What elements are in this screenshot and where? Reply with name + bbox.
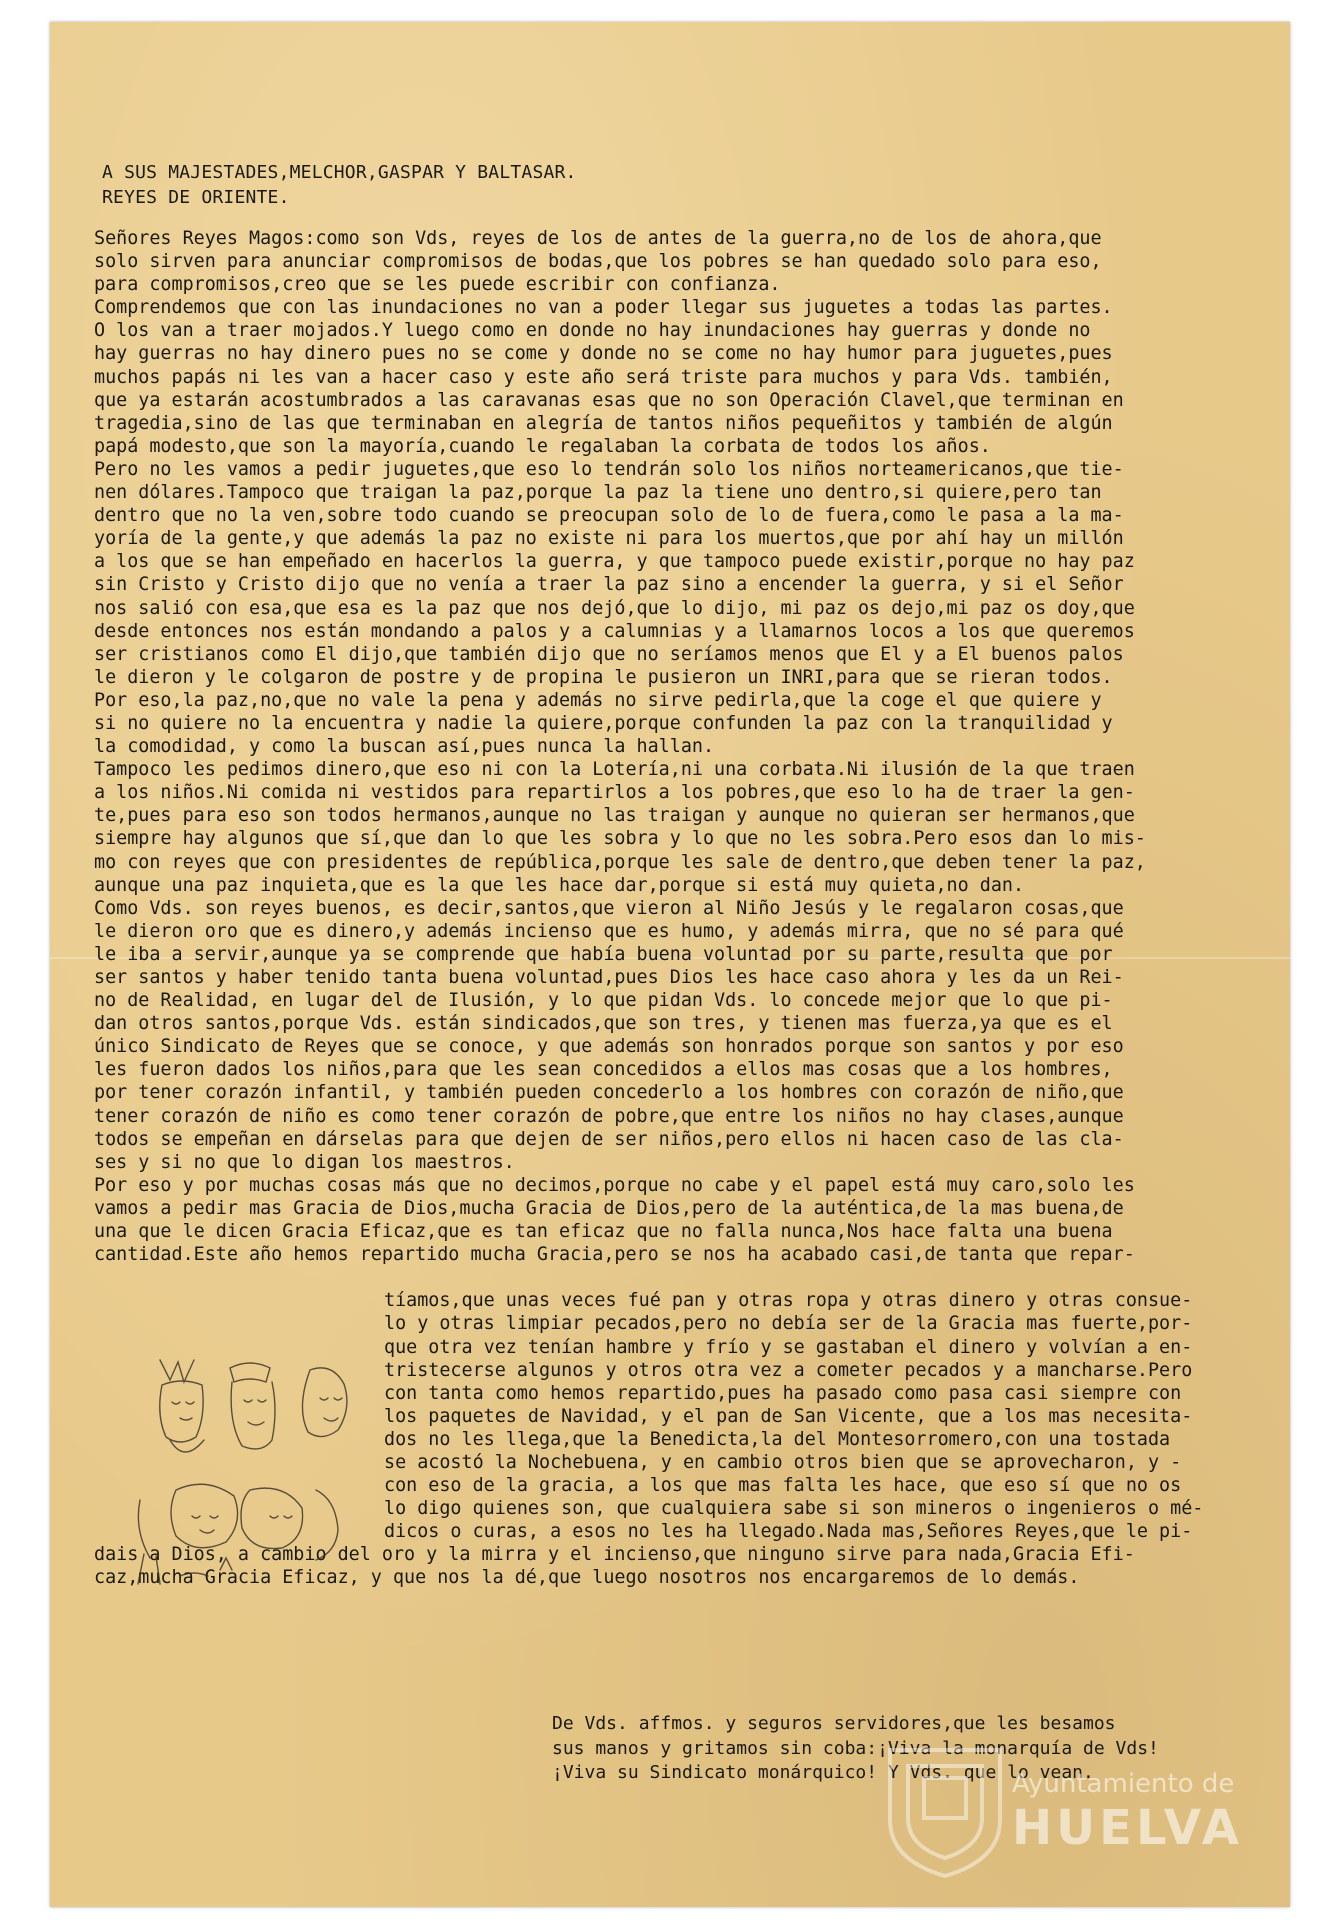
- body-line: Por eso y por muchas cosas más que no decimos,porque no cabe y el papel está muy caro,solo les: [94, 1174, 1135, 1196]
- indented-line: con eso de la gracia, a los que mas falta les hace, que eso sí que no os: [384, 1475, 1182, 1497]
- crest-logo: [890, 1750, 1000, 1876]
- indented-line: dos no les llega,que la Benedicta,la del Montesorromero,con una tostada: [384, 1428, 1171, 1450]
- closing-line-2: sus manos y gritamos sin coba:¡Viva la monarquía de Vds!: [552, 1737, 1159, 1759]
- body-line: [94, 1266, 1269, 1289]
- body-line: papá modesto,que son la mayoría,cuando le regalaban la corbata de todos los años.: [94, 435, 991, 457]
- ayuntamiento-huelva-watermark: [880, 1732, 1260, 1882]
- body-line: les fueron dados los niños,para que les sean concedidos a ellos mas cosas que a los hombres,: [94, 1059, 1113, 1081]
- indented-line: se acostó la Nochebuena, y en cambio otros bien que se aprovecharon, y -: [384, 1451, 1182, 1473]
- letter-heading: [102, 160, 577, 210]
- body-line: tragedia,sino de las que terminaban en alegría de tantos niños pequeñitos y también de algún: [94, 412, 1113, 434]
- body-line: único Sindicato de Reyes que se conoce, y que además son honrados porque son santos y por eso: [94, 1036, 1124, 1058]
- body-line: nen dólares.Tampoco que traigan la paz,porque la paz la tiene uno dentro,si quiere,pero tan: [94, 482, 1102, 504]
- watermark-line-2: HUELVA: [1012, 1800, 1243, 1856]
- body-line: yoría de la gente,y que además la paz no existe ni para los muertos,que por ahí hay un millón: [94, 528, 1124, 550]
- heading-line-2: REYES DE ORIENTE.: [102, 187, 290, 208]
- body-line: le dieron oro que es dinero,y además incienso que es humo, y además mirra, que no sé para qué: [94, 920, 1124, 942]
- body-line: una que le dicen Gracia Eficaz,que es tan eficaz que no falla nunca,Nos hace falta una buena: [94, 1221, 1113, 1243]
- body-line: que ya estarán acostumbrados a las caravanas esas que no son Operación Clavel,que terminan en: [94, 389, 1124, 411]
- body-line: ser cristianos como El dijo,que también dijo que no seríamos menos que El y a El buenos palos: [94, 643, 1124, 665]
- body-line: O los van a traer mojados.Y luego como en donde no hay inundaciones hay guerras y donde no: [94, 320, 1091, 342]
- body-line: dais a Dios, a cambio del oro y la mirra y el incienso,que ninguno sirve para nada,Gracia Efi-: [94, 1544, 1135, 1566]
- body-line: tener corazón de niño es como tener corazón de pobre,que entre los niños no hay clases,aunque: [94, 1105, 1124, 1127]
- indented-line: que otra vez tenían hambre y frío y se gastaban el dinero y volvían a en-: [384, 1336, 1193, 1358]
- indented-line: los paquetes de Navidad, y el pan de San Vicente, que a los mas necesita-: [384, 1405, 1193, 1427]
- body-line: Como Vds. son reyes buenos, es decir,santos,que vieron al Niño Jesús y le regalaron cosas,que: [94, 897, 1124, 919]
- body-line: Señores Reyes Magos:como son Vds, reyes de los de antes de la guerra,no de los de ahora,que: [94, 228, 1102, 249]
- body-line: Tampoco les pedimos dinero,que eso ni con la Lotería,ni una corbata.Ni ilusión de la que traen: [94, 759, 1135, 781]
- body-line: a los niños.Ni comida ni vestidos para repartirlos a los pobres,que eso lo ha de traer la gen-: [94, 782, 1135, 804]
- body-line: aunque una paz inquieta,que es la que les hace dar,porque si está muy quieta,no dan.: [94, 874, 1025, 896]
- body-line: todos se empeñan en dárselas para que dejen de ser niños,pero ellos ni hacen caso de las cla-: [94, 1128, 1124, 1150]
- body-line: nos salió con esa,que esa es la paz que nos dejó,que lo dijo, mi paz os dejo,mi paz os doy,que: [94, 597, 1135, 619]
- indented-line: tristecerse algunos y otros otra vez a cometer pecados y a mancharse.Pero: [384, 1359, 1193, 1381]
- closing-line-3: ¡Viva su Sindicato monárquico! Y Vds. que lo vean.: [552, 1762, 1094, 1783]
- body-line: cantidad.Este año hemos repartido mucha Gracia,pero se nos ha acabado casi,de tanta que repar-: [94, 1244, 1135, 1266]
- body-line: desde entonces nos están mondando a palos y a calumnias y a llamarnos locos a los que queremos: [94, 620, 1135, 642]
- body-line: Por eso,la paz,no,que no vale la pena y además no sirve pedirla,que la coge el que quiere y: [94, 689, 1102, 711]
- body-line: le iba a servir,aunque ya se comprende que había buena voluntad por su parte,resulta que por: [94, 943, 1113, 965]
- indented-line: con tanta como hemos repartido,pues ha pasado como pasa casi siempre con: [384, 1382, 1182, 1404]
- body-line: si no quiere no la encuentra y nadie la quiere,porque confunden la paz con la tranquilidad y: [94, 712, 1113, 734]
- body-line: le dieron y le colgaron de postre y de propina le pusieron un INRI,para que se rieran todos.: [94, 666, 1113, 688]
- body-line: no de Realidad, en lugar del de Ilusión, y lo que pidan Vds. lo concede mejor que lo que pi-: [94, 990, 1113, 1012]
- body-line: solo sirven para anunciar compromisos de bodas,que los pobres se han quedado solo para eso,: [94, 251, 1102, 273]
- body-line: muchos papás ni les van a hacer caso y este año será triste para muchos y para Vds. también,: [94, 366, 1113, 388]
- kings-sketch-illustration: [120, 1340, 400, 1600]
- indented-line: lo y otras limpiar pecados,pero no debía ser de la Gracia mas fuerte,por-: [384, 1313, 1193, 1335]
- body-line: sin Cristo y Cristo dijo que no venía a traer la paz sino a encender la guerra, y si el Señor: [94, 574, 1124, 596]
- indented-line: lo digo quienes son, que cualquiera sabe si son mineros o ingenieros o mé-: [384, 1498, 1204, 1520]
- body-line: caz,mucha Gracia Eficaz, y que nos la dé,que luego nosotros nos encargaremos de lo demás.: [94, 1567, 1080, 1589]
- body-line: mo con reyes que con presidentes de república,porque les sale de dentro,que deben tener la paz,: [94, 851, 1146, 873]
- body-line: ser santos y haber tenido tanta buena voluntad,pues Dios les hace caso ahora y les da un Rei-: [94, 967, 1124, 988]
- body-line: para compromisos,creo que se les puede escribir con confianza.: [94, 274, 781, 296]
- body-line: vamos a pedir mas Gracia de Dios,mucha Gracia de Dios,pero de la auténtica,de la mas buena,de: [94, 1197, 1124, 1219]
- closing-line-1: De Vds. affmos. y seguros servidores,que les besamos: [552, 1713, 1116, 1734]
- body-line: te,pues para eso son todos hermanos,aunque no las traigan y aunque no quieran ser hermanos,que: [94, 805, 1135, 827]
- body-line: hay guerras no hay dinero pues no se come y donde no se come no hay humor para juguetes,pues: [94, 343, 1113, 365]
- heading-line-1: A SUS MAJESTADES,MELCHOR,GASPAR Y BALTASAR.: [102, 162, 577, 183]
- indented-line: dicos o curas, a esos no les ha llegado.Nada mas,Señores Reyes,que le pi-: [384, 1521, 1193, 1543]
- letter-sheet: [50, 22, 1290, 1907]
- body-line: Comprendemos que con las inundaciones no van a poder llegar sus juguetes a todas las partes.: [94, 297, 1113, 319]
- body-line: ses y si no que lo digan los maestros.: [94, 1151, 515, 1173]
- watermark-line-1: Ayuntamiento de: [1012, 1769, 1235, 1799]
- body-line: por tener corazón infantil, y también pueden concederlo a los hombres con corazón de niño,que: [94, 1082, 1124, 1104]
- body-line: dentro que no la ven,sobre todo cuando se preocupan solo de lo de fuera,como le pasa a la ma-: [94, 505, 1124, 527]
- indented-line: tíamos,que unas veces fué pan y otras ropa y otras dinero y otras consue-: [384, 1290, 1193, 1312]
- body-line: dan otros santos,porque Vds. están sindicados,que son tres, y tienen mas fuerza,ya que es el: [94, 1013, 1113, 1035]
- body-line: siempre hay algunos que sí,que dan lo que les sobra y lo que no les sobra.Pero esos dan lo mis-: [94, 828, 1146, 850]
- body-line: a los que se han empeñado en hacerlos la guerra, y que tampoco puede existir,porque no hay paz: [94, 551, 1135, 573]
- body-line: la comodidad, y como la buscan así,pues nunca la hallan.: [94, 736, 715, 758]
- body-line: Pero no les vamos a pedir juguetes,que eso lo tendrán solo los niños norteamericanos,que tie-: [94, 458, 1124, 480]
